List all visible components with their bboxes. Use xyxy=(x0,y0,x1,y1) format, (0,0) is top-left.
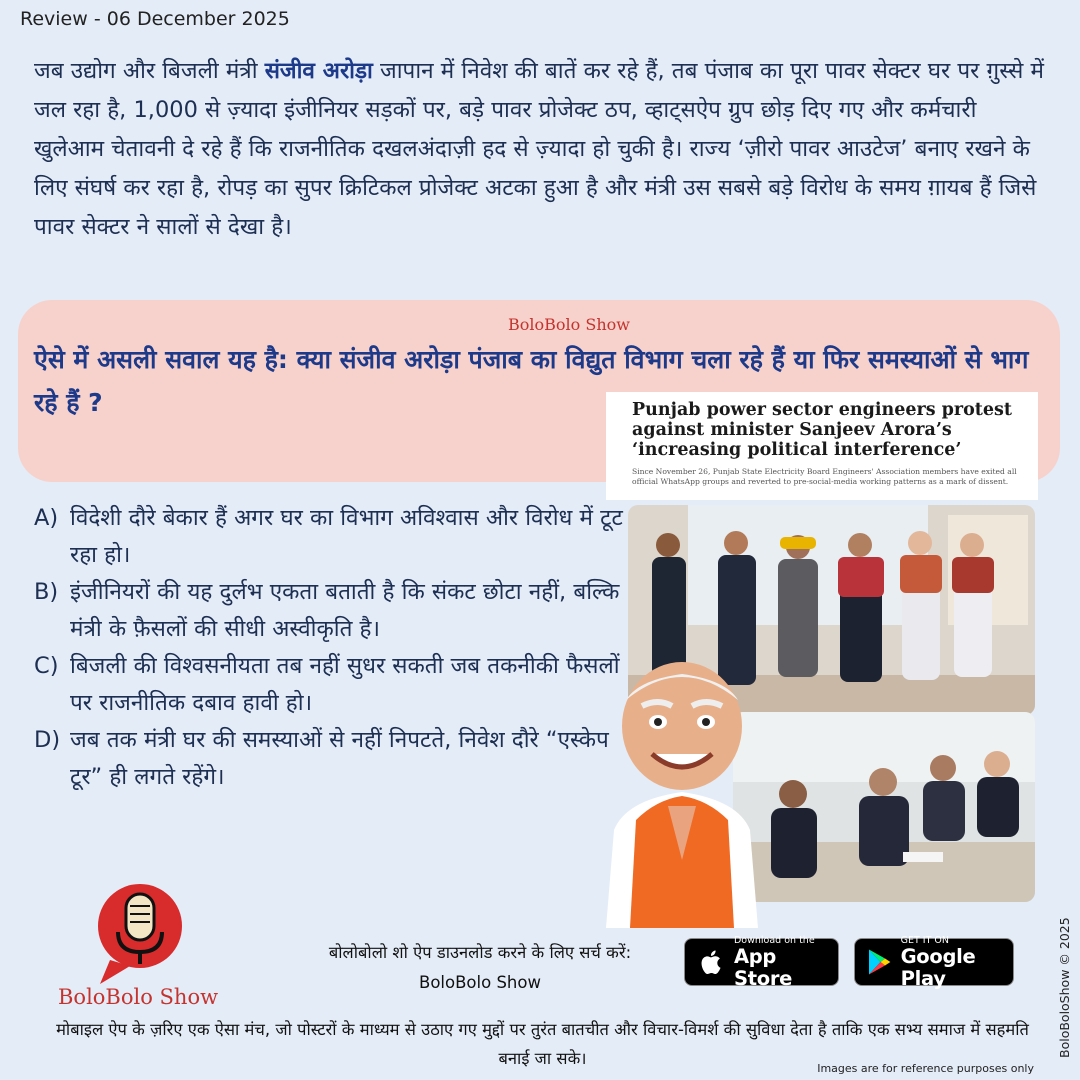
option-letter: A) xyxy=(34,505,59,531)
main-question: ऐसे में असली सवाल यह है: क्या संजीव अरोड़ा पंजाब का विद्युत विभाग चला रहे हैं या फिर समस्याओं से भाग रहे हैं ? xyxy=(34,345,1029,417)
meeting-photo xyxy=(733,712,1035,902)
brand-logo-text: BoloBolo Show xyxy=(58,985,219,1009)
option-a xyxy=(34,500,634,574)
google-play-icon xyxy=(861,942,897,982)
option-letter: C) xyxy=(34,653,59,679)
minister-caricature xyxy=(596,660,768,928)
microphone-icon xyxy=(90,880,190,988)
news-subtext: Since November 26, Punjab State Electricity Board Engineers' Association members have exited all official WhatsApp groups and reverted to pre-social-media working patterns as a mark of dissent. xyxy=(632,467,1017,486)
minister-name: संजीव अरोड़ा xyxy=(264,58,373,84)
option-letter: D) xyxy=(34,727,61,753)
option-text: जब तक मंत्री घर की समस्याओं से नहीं निपटते, निवेश दौरे “एस्केप टूर” ही लगते रहेंगे। xyxy=(70,727,609,790)
option-text: विदेशी दौरे बेकार हैं अगर घर का विभाग अविश्वास और विरोध में टूट रहा हो। xyxy=(70,505,623,568)
intro-paragraph xyxy=(34,52,1044,247)
app-store-button[interactable] xyxy=(684,934,839,990)
option-letter: B) xyxy=(34,579,59,605)
copyright-notice: BoloBoloShow © 2025 xyxy=(1057,917,1072,1058)
image-disclaimer: Images are for reference purposes only xyxy=(817,1062,1034,1075)
search-term: BoloBolo Show xyxy=(419,973,541,992)
options-list xyxy=(34,500,634,796)
question-brand: BoloBolo Show xyxy=(508,315,630,334)
google-play-caption: GET IT ON xyxy=(900,934,949,946)
option-text: इंजीनियरों की यह दुर्लभ एकता बताती है कि संकट छोटा नहीं, बल्कि मंत्री के फ़ैसलों की सीधी अस्वीकृति है। xyxy=(70,579,620,642)
apple-icon xyxy=(691,942,730,982)
google-play-label: Google Play xyxy=(900,944,976,990)
google-play-button[interactable] xyxy=(854,934,1014,990)
download-instruction: बोलोबोलो शो ऐप डाउनलोड करने के लिए सर्च करें: xyxy=(328,943,632,962)
download-prompt xyxy=(290,938,670,998)
option-d xyxy=(34,722,634,796)
option-text: बिजली की विश्वसनीयता तब नहीं सुधर सकती जब तकनीकी फैसलों पर राजनीतिक दबाव हावी हो। xyxy=(70,653,620,716)
app-store-label: App Store xyxy=(733,944,793,990)
option-b xyxy=(34,574,634,648)
intro-text-start: जब उद्योग और बिजली मंत्री xyxy=(34,58,265,84)
news-headline: Punjab power sector engineers protest against minister Sanjeev Arora’s ‘increasing political interference’ xyxy=(632,400,1012,460)
option-c xyxy=(34,648,634,722)
news-clipping xyxy=(606,392,1038,500)
review-date: Review - 06 December 2025 xyxy=(20,8,290,30)
intro-text-end: जापान में निवेश की बातें कर रहे हैं, तब पंजाब का पूरा पावर सेक्टर घर पर ग़ुस्से में जल रहा है, 1,000 से ज़्यादा इंजीनियर सड़कों पर, बड़े पावर प्रोजेक्ट ठप, व्हाट्सऐप ग्रुप छोड़ दिए गए और कर्मचारी खुलेआम चेतावनी दे रहे हैं कि राजनीतिक दखलअंदाज़ी हद से ज़्यादा हो चुकी है। राज्य ‘ज़ीरो पावर आउटेज’ बनाए रखने के लिए संघर्ष कर रहा है, रोपड़ का सुपर क्रिटिकल प्रोजेक्ट अटका हुआ है और मंत्री उस सबसे बड़े विरोध के समय ग़ायब हैं जिसे पावर सेक्टर ने सालों से देखा है। xyxy=(34,58,1045,240)
app-store-caption: Download on the xyxy=(733,934,815,946)
footer-description: मोबाइल ऐप के ज़रिए एक ऐसा मंच, जो पोस्टरों के माध्यम से उठाए गए मुद्दों पर तुरंत बातचीत और विचार-विमर्श की सुविधा देता है ताकि एक सभ्य समाज में सहमति बनाई जा सके। xyxy=(56,1020,1029,1068)
